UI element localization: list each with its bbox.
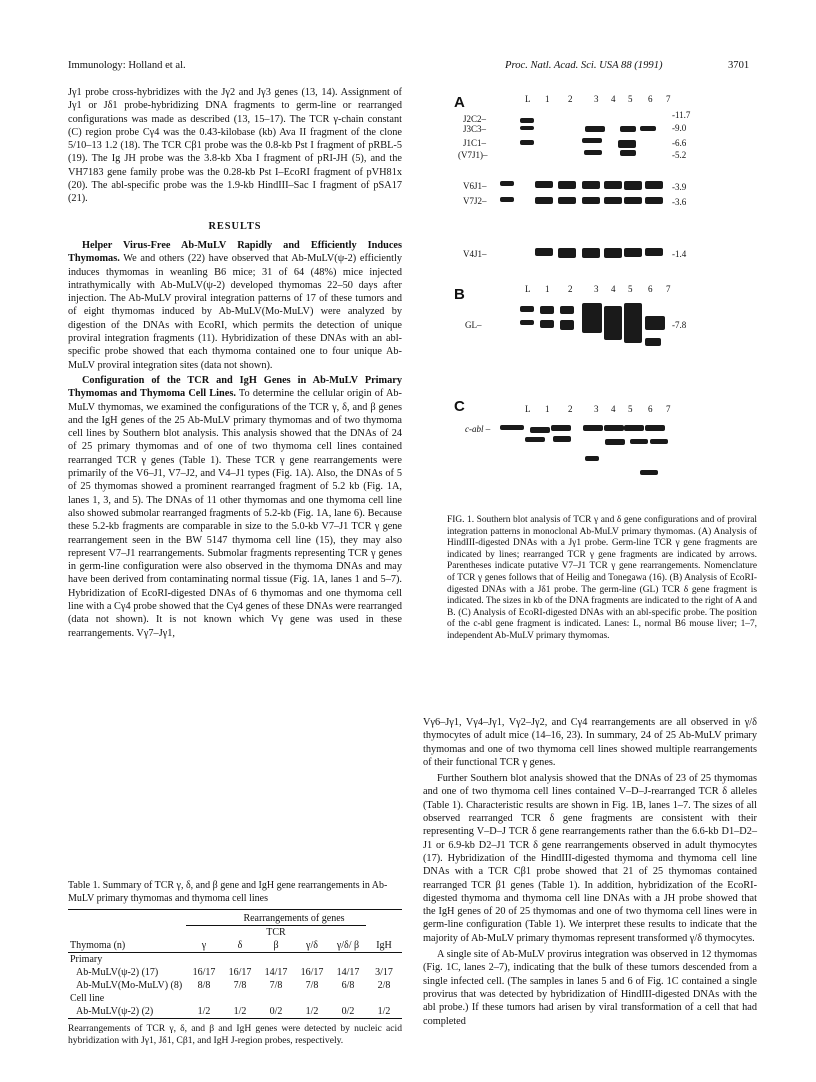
- blot-band: [520, 126, 534, 130]
- blot-band: [645, 338, 661, 346]
- lane-label: L: [525, 404, 531, 414]
- blot-band: [604, 181, 622, 189]
- blot-band: [605, 439, 625, 445]
- blot-band: [604, 425, 624, 431]
- lane-label: 7: [666, 284, 671, 294]
- panel-b-label: B: [454, 286, 465, 303]
- band-label: V7J2–: [463, 196, 487, 206]
- blot-band: [535, 197, 553, 204]
- panel-c-label: C: [454, 398, 465, 415]
- left-column: [68, 86, 402, 640]
- lane-label: 4: [611, 94, 616, 104]
- lane-label: 7: [666, 94, 671, 104]
- results-paragraph-2: [68, 374, 402, 640]
- lane-label: 2: [568, 284, 573, 294]
- blot-band: [560, 306, 574, 314]
- blot-band: [558, 197, 576, 204]
- blot-band: [645, 197, 663, 204]
- blot-band: [520, 306, 534, 312]
- lane-label: 1: [545, 284, 550, 294]
- size-label: -5.2: [672, 150, 687, 160]
- lane-label: 5: [628, 404, 633, 414]
- lane-label: 3: [594, 284, 599, 294]
- running-head: Immunology: Holland et al.: [68, 60, 186, 71]
- blot-band: [624, 248, 642, 257]
- section-label: Primary: [70, 954, 103, 965]
- size-label: -3.6: [672, 197, 687, 207]
- tcr-header: TCR: [186, 926, 366, 940]
- blot-band: [650, 439, 668, 444]
- lane-label: 7: [666, 404, 671, 414]
- blot-band: [624, 425, 644, 431]
- blot-band: [583, 425, 603, 431]
- group-header: Rearrangements of genes: [243, 913, 345, 924]
- blot-band: [582, 197, 600, 204]
- blot-band: [525, 437, 545, 442]
- table-caption: Table 1. Summary of TCR γ, δ, and β gene and IgH gene rearrangements in Ab-MuLV primary thymomas and thymoma cell lines: [68, 880, 388, 904]
- right-column: [423, 716, 757, 1028]
- table-footnote: Rearrangements of TCR γ, δ, and β and IgH genes were detected by nucleic acid hybridization with Jγ1, Jδ1, Cβ1, and IgH J-region probes, respectively.: [68, 1023, 402, 1046]
- band-label: V4J1–: [463, 249, 487, 259]
- blot-band: [624, 303, 642, 343]
- blot-band: [645, 425, 665, 431]
- right-paragraph-2: Further Southern blot analysis showed that the DNAs of 23 of 25 thymomas and one of two thymoma cell lines contained V–D–J-rearranged TCR δ alleles (Table 1). Characteristic results are shown in Fig. 1B, lanes 1–7. The sizes of all observed rearranged TCR δ gene fragments are consistent with their representing V–D–J TCR δ gene rearrangements rather than the 6.6-kb D1–D2–J1 or 6.9-kb D2–J1 TCR δ gene rearrangements observed in adult thymocytes (17). Hybridization of the HindIII-digested thymoma and thymoma cell line DNAs with a TCR Cβ1 probe showed that 21 of 25 thymomas contained rearranged TCR β1 genes (Table 1). In addition, hybridization of the EcoRI-digested thymoma and thymoma cell line DNAs with a JH probe showed that the IgH genes of 20 of 25 thymomas and one of two thymoma cell lines were in germ-line configuration (Table 1). We interpret these results to indicate that the majority of Ab-MuLV primary thymomas represent transformed γ/δ thymocytes.: [423, 773, 757, 944]
- lane-label: 5: [628, 94, 633, 104]
- band-label: V6J1–: [463, 181, 487, 191]
- col-thymoma: Thymoma (n): [70, 940, 126, 951]
- lane-label: 2: [568, 404, 573, 414]
- lane-label: 1: [545, 94, 550, 104]
- size-label: -11.7: [672, 110, 691, 120]
- blot-band: [624, 181, 642, 190]
- lane-label: 4: [611, 404, 616, 414]
- blot-band: [520, 140, 534, 145]
- blot-band: [640, 470, 658, 475]
- blot-band: [558, 181, 576, 189]
- col-header: IgH: [376, 940, 392, 951]
- blot-band: [584, 150, 602, 155]
- blot-band: [645, 316, 665, 330]
- band-label: J1C1–: [463, 138, 487, 148]
- lane-label: 6: [648, 284, 653, 294]
- blot-band: [530, 427, 550, 433]
- blot-band: [620, 150, 636, 156]
- paragraph-title: Helper Virus-Free Ab-MuLV Rapidly and Efficiently Induces Thymomas.: [68, 239, 402, 265]
- table-row: Ab-MuLV(ψ-2) (17) 16/17 16/17 14/17 16/17 14/17 3/17: [76, 967, 393, 978]
- size-label: -1.4: [672, 249, 687, 259]
- blot-band: [582, 181, 600, 189]
- blot-band: [540, 320, 554, 328]
- blot-band: [585, 126, 605, 132]
- table-row: Ab-MuLV(Mo-MuLV) (8) 8/8 7/8 7/8 7/8 6/8 2/8: [76, 980, 391, 991]
- blot-band: [585, 456, 599, 461]
- paragraph-title: Configuration of the TCR and IgH Genes in Ab-MuLV Primary Thymomas and Thymoma Cell Lines.: [68, 374, 402, 400]
- size-label: -9.0: [672, 123, 687, 133]
- table-body: [68, 909, 402, 1019]
- section-label: Cell line: [70, 993, 105, 1004]
- right-paragraph-1: Vγ6–Jγ1, Vγ4–Jγ1, Vγ2–Jγ2, and Cγ4 rearrangements are all observed in γ/δ thymocytes of adult mice (14–16, 23). In summary, 24 of 25 Ab-MuLV primary thymomas and one of two thymoma cell lines showed multiple rearrangements of their functional TCR γ genes.: [423, 717, 757, 768]
- table-1: [68, 880, 402, 1047]
- col-header: γ/δ: [306, 940, 318, 951]
- page-number: 3701: [728, 60, 750, 71]
- panel-a-label: A: [454, 94, 465, 111]
- band-label: (V7J1)–: [458, 150, 488, 160]
- blot-band: [582, 248, 600, 258]
- blot-band: [560, 320, 574, 330]
- table-row: Ab-MuLV(ψ-2) (2) 1/2 1/2 0/2 1/2 0/2 1/2: [68, 1005, 402, 1019]
- blot-band: [645, 248, 663, 256]
- lane-label: 3: [594, 404, 599, 414]
- band-label: c-abl –: [465, 424, 491, 434]
- col-header: γ/δ/ β: [336, 940, 360, 951]
- blot-band: [604, 306, 622, 340]
- blot-band: [618, 140, 636, 148]
- lane-label: 6: [648, 404, 653, 414]
- col-header: δ: [237, 940, 243, 951]
- band-label: J2C2–: [463, 114, 487, 124]
- band-label: J3C3–: [463, 124, 487, 134]
- lane-label: 3: [594, 94, 599, 104]
- blot-band: [604, 197, 622, 204]
- lane-label: 4: [611, 284, 616, 294]
- blot-band: [500, 181, 514, 186]
- lane-label: 5: [628, 284, 633, 294]
- blot-band: [551, 425, 571, 431]
- blot-band: [558, 248, 576, 258]
- figure-caption: FIG. 1. Southern blot analysis of TCR γ and δ gene configurations and of proviral integration patterns in monoclonal Ab-MuLV primary thymomas. (A) Analysis of HindIII-digested DNAs with a Jγ1 probe. Germ-line TCR γ gene fragments are indicated by lines; rearranged TCR γ gene fragments are indicated by arrows. Parentheses indicate putative V7–J1 TCR γ gene rearrangements. Nomenclature of TCR γ genes follows that of Heilig and Tonegawa (16). (B) Analysis of EcoRI-digested DNAs with a Jδ1 probe. The germ-line (GL) TCR δ gene fragment is indicated. The sizes in kb of the DNA fragments are indicated to the right of A and B. (C) Analysis of EcoRI-digested DNAs with an abl-specific probe. The position of the c-abl gene fragment is indicated. Lanes: L, normal B6 mouse liver; 1–7, independent Ab-MuLV primary thymomas.: [447, 515, 757, 641]
- blot-band: [500, 425, 524, 430]
- blot-band: [582, 303, 602, 333]
- paragraph-body: To determine the cellular origin of Ab-MuLV thymomas, we examined the configurations of the TCR γ, δ, and β genes and the IgH genes of the 25 Ab-MuLV primary thymomas and of two thymoma cell lines by Southern blot analysis. This analysis showed that the DNAs of 24 of 25 primary thymomas and of one of two thymoma cell lines contained rearranged TCR γ genes (Table 1). These TCR γ gene rearrangements were primarily of the V6–J1, V7–J2, and V4–J1 types (Fig. 1A). Also, the DNAs of 5 of 25 thymomas showed a prominent rearranged fragment of 5.2 kb (Fig. 1A, lanes 1, 3, and 5). The DNAs of 11 other thymomas and one thymoma cell line also showed submolar rearranged fragments of 5.2-kb (Fig. 1A, lane 6). Because these 5.2-kb fragments are comparable in size to the 5.0-kb V7–J1 TCR γ gene rearrangement seen in the BW 5147 thymoma cell line (15), they may also represent V7–J1 rearrangements. Submolar fragments representing TCR γ genes in germ-line configuration were also observed in the thymoma DNAs and may have been derived from contaminating normal tissue (Fig. 1A, lanes 1 and 5–7). Hybridization of EcoRI-digested DNAs of 6 thymomas and one thymoma cell line with a Cγ4 probe showed that the Cγ4 genes of these DNAs were rearranged (data not shown). It is not known which Vγ gene was used in these rearrangements. Vγ7–Jγ1,: [68, 388, 402, 639]
- blot-band: [553, 436, 571, 442]
- blot-band: [640, 126, 656, 131]
- blot-band: [604, 248, 622, 258]
- col-header: β: [273, 940, 279, 951]
- blot-band: [520, 118, 534, 123]
- blot-band: [500, 197, 514, 202]
- lane-label: 6: [648, 94, 653, 104]
- blot-band: [624, 197, 642, 204]
- lane-label: L: [525, 94, 531, 104]
- results-heading: RESULTS: [208, 220, 262, 232]
- blot-band: [620, 126, 636, 132]
- size-label: -6.6: [672, 138, 687, 148]
- band-label: GL–: [465, 320, 482, 330]
- lane-label: L: [525, 284, 531, 294]
- size-label: -7.8: [672, 320, 687, 330]
- methods-paragraph: Jγ1 probe cross-hybridizes with the Jγ2 and Jγ3 genes (13, 14). Assignment of Jγ1 or Jδ1 probe-hybridizing DNA fragments to germ-line or rearranged configurations was made as described (13, 15–17). The TCR γ-chain constant (C) region probe Cγ4 was the 0.43-kilobase (kb) Ava II fragment of the clone 5/10–13 1.2 (18). The TCR Cβ1 probe was the 0.8-kb Pst I fragment of pRBL-5 (19). The Ig JH probe was the 3.8-kb Xba I fragment of pRI-JH (5), and the VH7183 gene family probe was the 0.28-kb Pst I–EcoRI fragment of pVH81x (20). The abl-specific probe was the 1.9-kb HindIII–Sac I fragment of pSA17 (21).: [68, 87, 402, 205]
- blot-band: [630, 439, 648, 444]
- blot-band: [535, 248, 553, 256]
- blot-band: [645, 181, 663, 189]
- lane-label: 2: [568, 94, 573, 104]
- right-paragraph-3: A single site of Ab-MuLV provirus integration was observed in 12 thymomas (Fig. 1C, lanes 2–7), indicating that the bulk of these tumors descended from a single infected cell. (The samples in lanes 5 and 6 of Fig. 1C contained a single provirus that was detected by hybridization of HindIII-digested DNAs with the abl probe.) If these tumors had arisen by viral transformation of a cell that had completed: [423, 949, 757, 1027]
- size-label: -3.9: [672, 182, 687, 192]
- blot-band: [520, 320, 534, 325]
- paragraph-body: We and others (22) have observed that Ab-MuLV(ψ-2) efficiently induces thymomas in weanling B6 mice; 31 of 64 (48%) mice injected intrathymically with Ab-MuLV(ψ-2) developed thymomas 22–50 days after injection. The Ab-MuLV proviral integration patterns of 17 of these tumors and of eight thymomas induced by Ab-MuLV(Mo-MuLV) were analyzed by digestion of the DNAs with EcoRI, which permits the detection of unique proviral integration fragments (11). Hybridization of these DNAs with an abl-specific probe showed that each thymoma contained one to four unique Ab-MuLV proviral integration sites (data not shown).: [68, 253, 402, 371]
- col-header: γ: [201, 940, 207, 951]
- blot-band: [582, 138, 602, 143]
- lane-label: 1: [545, 404, 550, 414]
- journal-citation: Proc. Natl. Acad. Sci. USA 88 (1991): [505, 60, 663, 71]
- results-paragraph-1: [68, 239, 402, 372]
- blot-band: [535, 181, 553, 188]
- blot-band: [540, 306, 554, 314]
